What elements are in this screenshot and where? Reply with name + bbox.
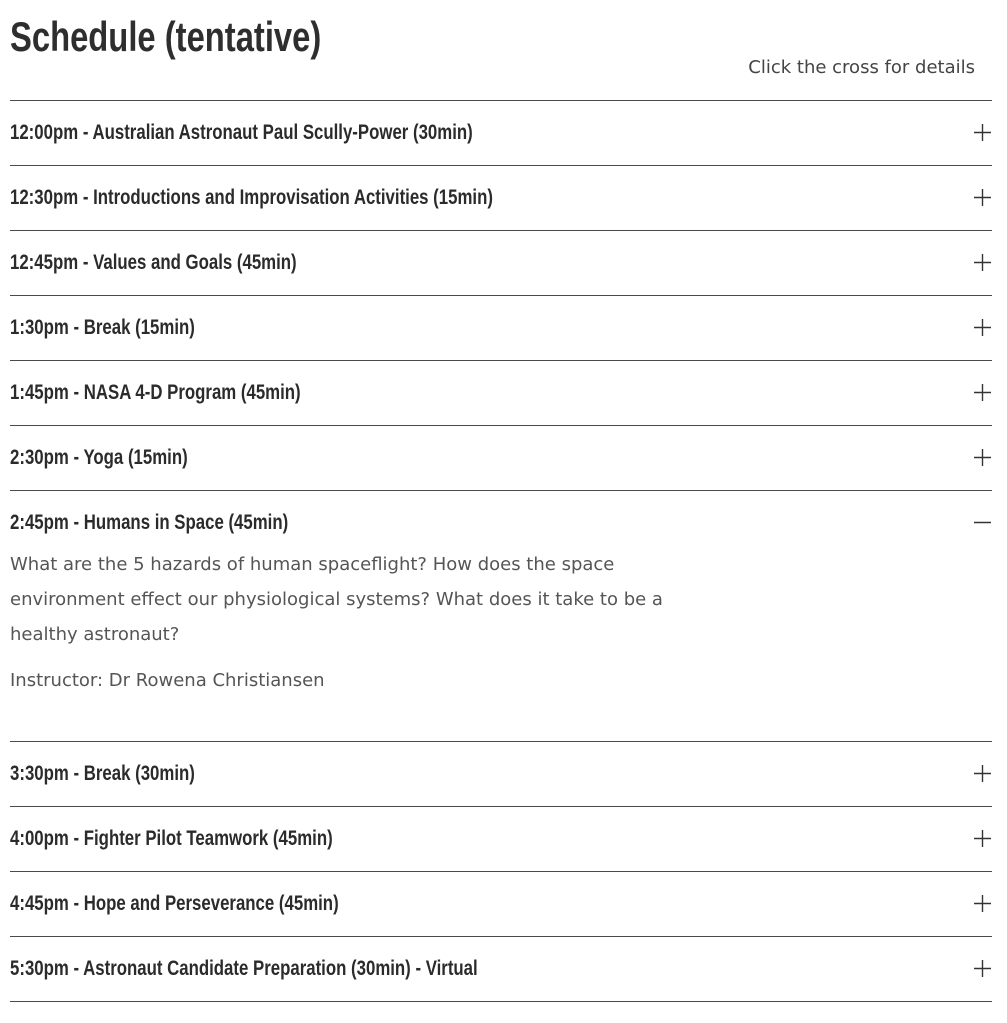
details-hint: Click the cross for details <box>748 57 975 78</box>
collapse-minus-icon[interactable] <box>973 513 992 532</box>
schedule-item-title: 12:45pm - Values and Goals (45min) <box>10 251 297 274</box>
expand-plus-icon[interactable] <box>973 829 992 848</box>
expand-plus-icon[interactable] <box>973 318 992 337</box>
schedule-item-title: 1:45pm - NASA 4-D Program (45min) <box>10 381 301 404</box>
schedule-item <box>10 231 992 296</box>
schedule-item-header[interactable] <box>10 231 992 295</box>
schedule-item-header[interactable] <box>10 491 992 555</box>
schedule-item-header[interactable] <box>10 807 992 871</box>
schedule-item <box>10 361 992 426</box>
expand-plus-icon[interactable] <box>973 383 992 402</box>
schedule-item-header[interactable] <box>10 742 992 806</box>
schedule-item-header[interactable] <box>10 166 992 230</box>
expand-plus-icon[interactable] <box>973 448 992 467</box>
schedule-item-header[interactable] <box>10 937 992 1001</box>
schedule-item <box>10 491 992 742</box>
schedule-item-header[interactable] <box>10 361 992 425</box>
schedule-item-title: 5:30pm - Astronaut Candidate Preparation (30min) - Virtual <box>10 957 478 980</box>
schedule-item-title: 12:30pm - Introductions and Improvisation Activities (15min) <box>10 186 493 209</box>
expand-plus-icon[interactable] <box>973 959 992 978</box>
schedule-item <box>10 872 992 937</box>
schedule-item-title: 3:30pm - Break (30min) <box>10 762 195 785</box>
schedule-item-header[interactable] <box>10 296 992 360</box>
schedule-item-title: 2:30pm - Yoga (15min) <box>10 446 188 469</box>
schedule-item <box>10 937 992 1002</box>
schedule-item-header[interactable] <box>10 872 992 936</box>
schedule-accordion <box>10 100 992 1002</box>
schedule-section <box>10 0 992 980</box>
schedule-item <box>10 166 992 231</box>
schedule-item <box>10 807 992 872</box>
schedule-item <box>10 426 992 491</box>
expand-plus-icon[interactable] <box>973 253 992 272</box>
schedule-item <box>10 101 992 166</box>
schedule-item-title: 12:00pm - Australian Astronaut Paul Scully-Power (30min) <box>10 121 473 144</box>
page-title: Schedule (tentative) <box>10 13 322 60</box>
schedule-item-header[interactable] <box>10 101 992 165</box>
schedule-item <box>10 742 992 807</box>
schedule-item-title: 4:00pm - Fighter Pilot Teamwork (45min) <box>10 827 333 850</box>
schedule-item-header[interactable] <box>10 426 992 490</box>
schedule-item-title: 4:45pm - Hope and Perseverance (45min) <box>10 892 339 915</box>
schedule-item-title: 1:30pm - Break (15min) <box>10 316 195 339</box>
schedule-item-title: 2:45pm - Humans in Space (45min) <box>10 511 289 534</box>
expand-plus-icon[interactable] <box>973 764 992 783</box>
session-instructor: Instructor: Dr Rowena Christiansen <box>10 670 325 691</box>
session-description: What are the 5 hazards of human spaceflight? How does the space environment effect our physiological systems? What does it take to be a healthy astronaut? <box>10 554 663 645</box>
schedule-item <box>10 296 992 361</box>
schedule-item-details <box>10 547 992 741</box>
expand-plus-icon[interactable] <box>973 188 992 207</box>
expand-plus-icon[interactable] <box>973 123 992 142</box>
expand-plus-icon[interactable] <box>973 894 992 913</box>
